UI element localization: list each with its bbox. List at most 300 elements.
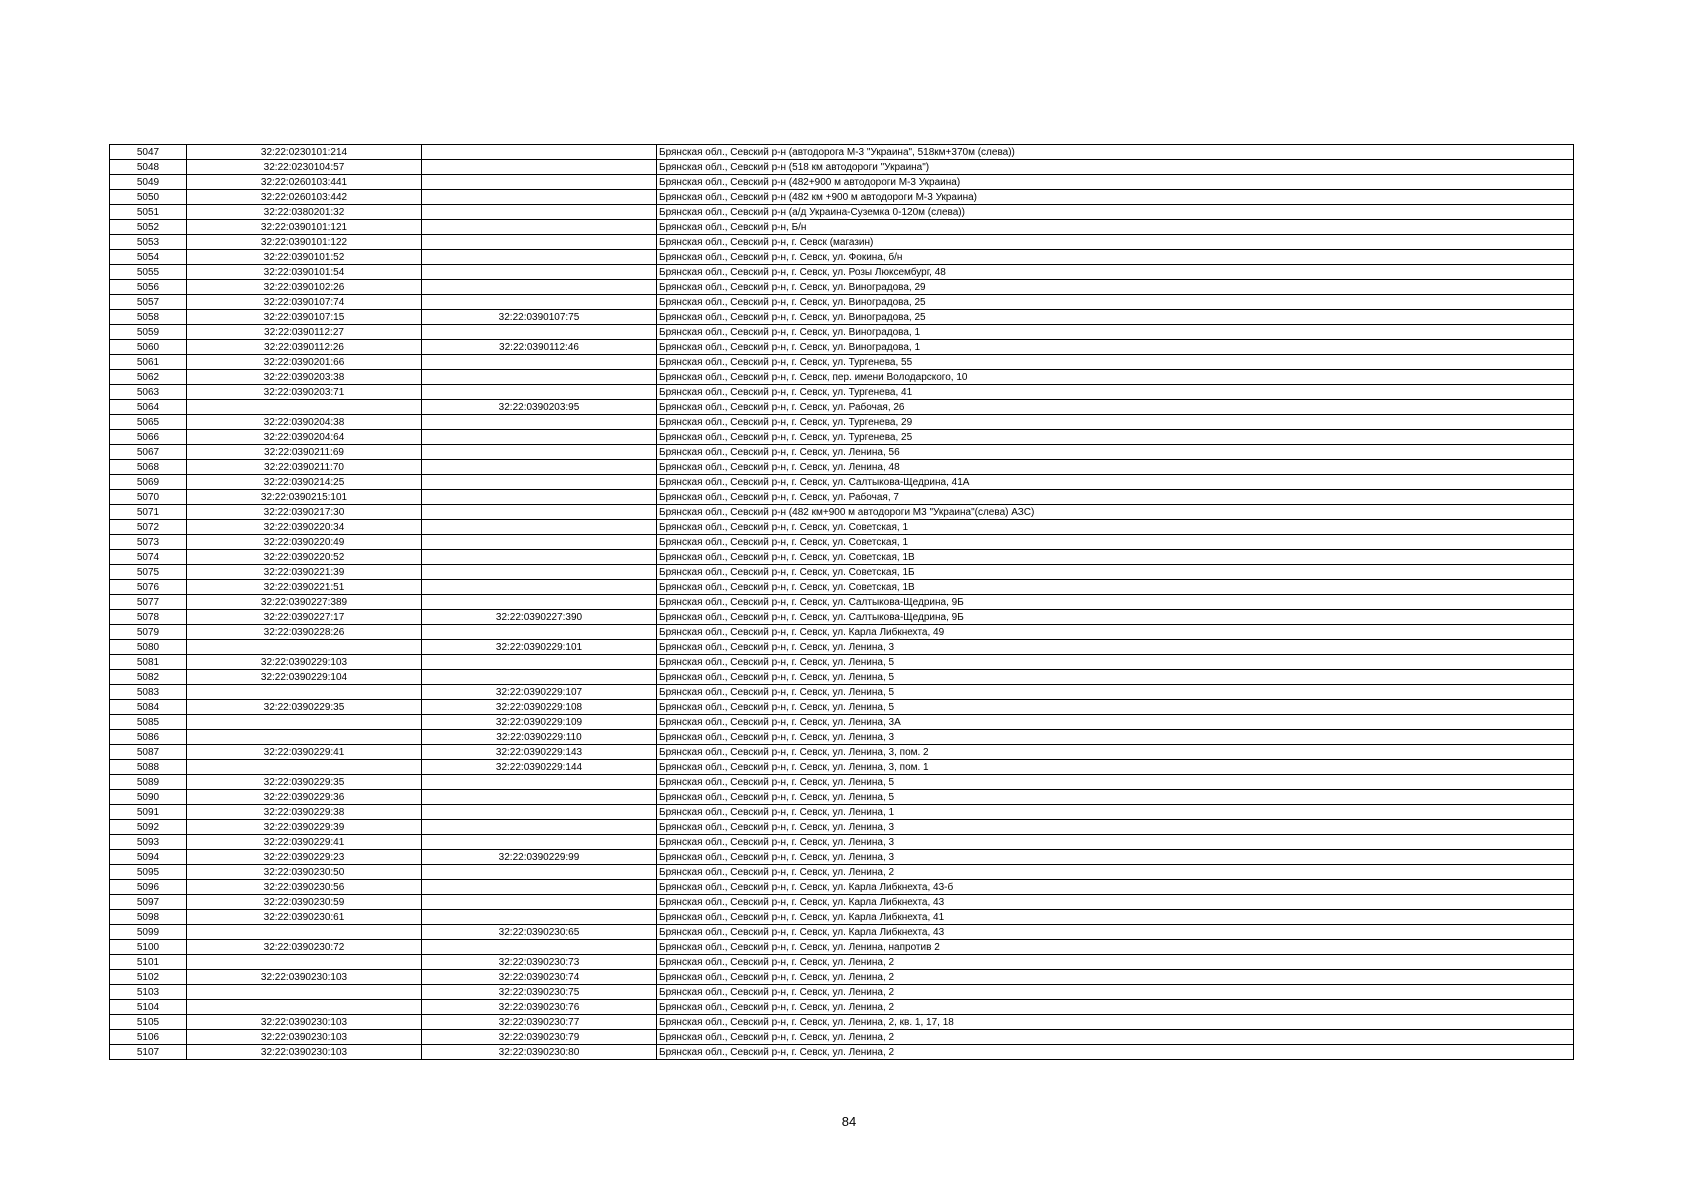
row-number-cell: 5059 (110, 325, 187, 340)
related-cadastral-number-cell (422, 280, 657, 295)
related-cadastral-number-cell: 32:22:0390107:75 (422, 310, 657, 325)
cadastral-number-cell: 32:22:0390101:52 (187, 250, 422, 265)
row-number-cell: 5055 (110, 265, 187, 280)
cadastral-number-cell: 32:22:0390228:26 (187, 625, 422, 640)
address-cell: Брянская обл., Севский р-н (автодорога М-3 "Украина", 518км+370м (слева)) (657, 145, 1574, 160)
table-row (110, 970, 1574, 985)
row-number-cell: 5058 (110, 310, 187, 325)
related-cadastral-number-cell (422, 145, 657, 160)
row-number-cell: 5101 (110, 955, 187, 970)
cadastral-number-cell: 32:22:0390201:66 (187, 355, 422, 370)
table-row (110, 535, 1574, 550)
related-cadastral-number-cell: 32:22:0390229:109 (422, 715, 657, 730)
table-row (110, 295, 1574, 310)
table-row (110, 805, 1574, 820)
table-row (110, 370, 1574, 385)
table-row (110, 775, 1574, 790)
cadastral-number-cell: 32:22:0390229:39 (187, 820, 422, 835)
row-number-cell: 5072 (110, 520, 187, 535)
address-cell: Брянская обл., Севский р-н, г. Севск, ул. Ленина, 5 (657, 775, 1574, 790)
table-row (110, 430, 1574, 445)
row-number-cell: 5083 (110, 685, 187, 700)
row-number-cell: 5047 (110, 145, 187, 160)
row-number-cell: 5069 (110, 475, 187, 490)
row-number-cell: 5065 (110, 415, 187, 430)
related-cadastral-number-cell (422, 940, 657, 955)
row-number-cell: 5093 (110, 835, 187, 850)
cadastral-number-cell: 32:22:0390230:72 (187, 940, 422, 955)
cadastral-number-cell: 32:22:0390112:26 (187, 340, 422, 355)
address-cell: Брянская обл., Севский р-н, г. Севск (магазин) (657, 235, 1574, 250)
table-row (110, 220, 1574, 235)
related-cadastral-number-cell (422, 445, 657, 460)
related-cadastral-number-cell (422, 370, 657, 385)
related-cadastral-number-cell: 32:22:0390230:73 (422, 955, 657, 970)
cadastral-number-cell (187, 640, 422, 655)
address-cell: Брянская обл., Севский р-н, г. Севск, ул. Ленина, 48 (657, 460, 1574, 475)
cadastral-number-cell: 32:22:0230104:57 (187, 160, 422, 175)
table-row (110, 670, 1574, 685)
address-cell: Брянская обл., Севский р-н, Б/н (657, 220, 1574, 235)
table-row (110, 655, 1574, 670)
table-row (110, 385, 1574, 400)
address-cell: Брянская обл., Севский р-н, г. Севск, пер. имени Володарского, 10 (657, 370, 1574, 385)
related-cadastral-number-cell: 32:22:0390112:46 (422, 340, 657, 355)
table-row (110, 355, 1574, 370)
cadastral-number-cell: 32:22:0390220:49 (187, 535, 422, 550)
row-number-cell: 5049 (110, 175, 187, 190)
row-number-cell: 5070 (110, 490, 187, 505)
related-cadastral-number-cell (422, 865, 657, 880)
page-number: 84 (841, 1114, 857, 1129)
related-cadastral-number-cell (422, 835, 657, 850)
cadastral-number-cell: 32:22:0390220:52 (187, 550, 422, 565)
table-row (110, 310, 1574, 325)
address-cell: Брянская обл., Севский р-н, г. Севск, ул. Ленина, 2 (657, 955, 1574, 970)
row-number-cell: 5051 (110, 205, 187, 220)
address-cell: Брянская обл., Севский р-н, г. Севск, ул. Ленина, 3 (657, 850, 1574, 865)
table-row (110, 625, 1574, 640)
table-row (110, 265, 1574, 280)
related-cadastral-number-cell: 32:22:0390227:390 (422, 610, 657, 625)
related-cadastral-number-cell (422, 250, 657, 265)
address-cell: Брянская обл., Севский р-н (а/д Украина-Суземка 0-120м (слева)) (657, 205, 1574, 220)
cadastral-number-cell: 32:22:0390220:34 (187, 520, 422, 535)
row-number-cell: 5092 (110, 820, 187, 835)
table-row (110, 460, 1574, 475)
related-cadastral-number-cell: 32:22:0390230:76 (422, 1000, 657, 1015)
table-row (110, 1045, 1574, 1060)
table-row (110, 190, 1574, 205)
row-number-cell: 5052 (110, 220, 187, 235)
address-cell: Брянская обл., Севский р-н, г. Севск, ул. Фокина, б/н (657, 250, 1574, 265)
table-row (110, 565, 1574, 580)
address-cell: Брянская обл., Севский р-н (482+900 м автодороги М-3 Украина) (657, 175, 1574, 190)
address-cell: Брянская обл., Севский р-н, г. Севск, ул. Ленина, напротив 2 (657, 940, 1574, 955)
related-cadastral-number-cell: 32:22:0390230:65 (422, 925, 657, 940)
related-cadastral-number-cell (422, 265, 657, 280)
table-row (110, 955, 1574, 970)
row-number-cell: 5056 (110, 280, 187, 295)
row-number-cell: 5078 (110, 610, 187, 625)
address-cell: Брянская обл., Севский р-н, г. Севск, ул. Розы Люксембург, 48 (657, 265, 1574, 280)
address-cell: Брянская обл., Севский р-н, г. Севск, ул. Советская, 1Б (657, 565, 1574, 580)
related-cadastral-number-cell (422, 460, 657, 475)
cadastral-number-cell: 32:22:0390229:23 (187, 850, 422, 865)
table-row (110, 640, 1574, 655)
table-row (110, 235, 1574, 250)
row-number-cell: 5080 (110, 640, 187, 655)
row-number-cell: 5085 (110, 715, 187, 730)
cadastral-number-cell: 32:22:0390229:36 (187, 790, 422, 805)
table-row (110, 820, 1574, 835)
row-number-cell: 5107 (110, 1045, 187, 1060)
address-cell: Брянская обл., Севский р-н, г. Севск, ул. Тургенева, 55 (657, 355, 1574, 370)
address-cell: Брянская обл., Севский р-н, г. Севск, ул. Виноградова, 1 (657, 325, 1574, 340)
address-cell: Брянская обл., Севский р-н, г. Севск, ул. Ленина, 2 (657, 1030, 1574, 1045)
related-cadastral-number-cell (422, 880, 657, 895)
table-row (110, 685, 1574, 700)
cadastral-number-cell (187, 985, 422, 1000)
table-row (110, 340, 1574, 355)
cadastral-number-cell: 32:22:0390230:50 (187, 865, 422, 880)
row-number-cell: 5068 (110, 460, 187, 475)
cadastral-number-cell: 32:22:0390230:103 (187, 970, 422, 985)
table-row (110, 475, 1574, 490)
address-cell: Брянская обл., Севский р-н, г. Севск, ул. Карла Либкнехта, 41 (657, 910, 1574, 925)
row-number-cell: 5064 (110, 400, 187, 415)
table-row (110, 925, 1574, 940)
address-cell: Брянская обл., Севский р-н, г. Севск, ул. Тургенева, 25 (657, 430, 1574, 445)
cadastral-number-cell: 32:22:0390204:64 (187, 430, 422, 445)
row-number-cell: 5062 (110, 370, 187, 385)
address-cell: Брянская обл., Севский р-н, г. Севск, ул. Ленина, 2 (657, 970, 1574, 985)
address-cell: Брянская обл., Севский р-н, г. Севск, ул. Ленина, 3 (657, 820, 1574, 835)
table-row (110, 700, 1574, 715)
address-cell: Брянская обл., Севский р-н, г. Севск, ул. Салтыкова-Щедрина, 9Б (657, 595, 1574, 610)
cadastral-number-cell (187, 685, 422, 700)
address-cell: Брянская обл., Севский р-н, г. Севск, ул. Виноградова, 25 (657, 310, 1574, 325)
address-cell: Брянская обл., Севский р-н, г. Севск, ул. Виноградова, 29 (657, 280, 1574, 295)
cadastral-number-cell: 32:22:0390101:121 (187, 220, 422, 235)
cadastral-number-cell: 32:22:0390221:51 (187, 580, 422, 595)
address-cell: Брянская обл., Севский р-н, г. Севск, ул. Ленина, 5 (657, 685, 1574, 700)
address-cell: Брянская обл., Севский р-н, г. Севск, ул. Ленина, 2 (657, 1045, 1574, 1060)
related-cadastral-number-cell (422, 895, 657, 910)
table-row (110, 790, 1574, 805)
table-row (110, 595, 1574, 610)
address-cell: Брянская обл., Севский р-н, г. Севск, ул. Ленина, 5 (657, 700, 1574, 715)
cadastral-number-cell: 32:22:0390203:71 (187, 385, 422, 400)
address-cell: Брянская обл., Севский р-н, г. Севск, ул. Тургенева, 41 (657, 385, 1574, 400)
related-cadastral-number-cell (422, 475, 657, 490)
address-cell: Брянская обл., Севский р-н (482 км+900 м автодороги М3 "Украина"(слева) АЗС) (657, 505, 1574, 520)
related-cadastral-number-cell (422, 160, 657, 175)
table-row (110, 985, 1574, 1000)
cadastral-number-cell: 32:22:0390229:35 (187, 700, 422, 715)
table-row (110, 145, 1574, 160)
cadastral-number-cell: 32:22:0390230:61 (187, 910, 422, 925)
row-number-cell: 5104 (110, 1000, 187, 1015)
related-cadastral-number-cell (422, 580, 657, 595)
row-number-cell: 5100 (110, 940, 187, 955)
related-cadastral-number-cell: 32:22:0390229:143 (422, 745, 657, 760)
address-cell: Брянская обл., Севский р-н, г. Севск, ул. Ленина, 1 (657, 805, 1574, 820)
related-cadastral-number-cell (422, 520, 657, 535)
address-cell: Брянская обл., Севский р-н, г. Севск, ул. Ленина, 56 (657, 445, 1574, 460)
related-cadastral-number-cell (422, 775, 657, 790)
related-cadastral-number-cell (422, 385, 657, 400)
table-row (110, 250, 1574, 265)
address-cell: Брянская обл., Севский р-н, г. Севск, ул. Ленина, 2 (657, 865, 1574, 880)
address-cell: Брянская обл., Севский р-н (482 км +900 м автодороги М-3 Украина) (657, 190, 1574, 205)
row-number-cell: 5048 (110, 160, 187, 175)
address-cell: Брянская обл., Севский р-н, г. Севск, ул. Советская, 1 (657, 535, 1574, 550)
address-cell: Брянская обл., Севский р-н, г. Севск, ул. Ленина, 2 (657, 985, 1574, 1000)
row-number-cell: 5089 (110, 775, 187, 790)
address-cell: Брянская обл., Севский р-н, г. Севск, ул. Ленина, 3 (657, 640, 1574, 655)
table-row (110, 835, 1574, 850)
related-cadastral-number-cell (422, 295, 657, 310)
row-number-cell: 5076 (110, 580, 187, 595)
cadastral-number-cell: 32:22:0390107:74 (187, 295, 422, 310)
address-cell: Брянская обл., Севский р-н, г. Севск, ул. Виноградова, 25 (657, 295, 1574, 310)
related-cadastral-number-cell: 32:22:0390230:77 (422, 1015, 657, 1030)
table-row (110, 895, 1574, 910)
cadastral-number-cell: 32:22:0390204:38 (187, 415, 422, 430)
related-cadastral-number-cell (422, 355, 657, 370)
cadastral-number-cell: 32:22:0390203:38 (187, 370, 422, 385)
related-cadastral-number-cell (422, 430, 657, 445)
cadastral-number-cell (187, 715, 422, 730)
row-number-cell: 5050 (110, 190, 187, 205)
table-row (110, 1000, 1574, 1015)
cadastral-number-cell: 32:22:0260103:441 (187, 175, 422, 190)
related-cadastral-number-cell (422, 505, 657, 520)
cadastral-number-cell: 32:22:0390217:30 (187, 505, 422, 520)
row-number-cell: 5053 (110, 235, 187, 250)
address-cell: Брянская обл., Севский р-н, г. Севск, ул. Советская, 1 (657, 520, 1574, 535)
related-cadastral-number-cell (422, 805, 657, 820)
row-number-cell: 5094 (110, 850, 187, 865)
table-row (110, 850, 1574, 865)
table-row (110, 505, 1574, 520)
row-number-cell: 5077 (110, 595, 187, 610)
address-cell: Брянская обл., Севский р-н, г. Севск, ул. Ленина, 2, кв. 1, 17, 18 (657, 1015, 1574, 1030)
row-number-cell: 5086 (110, 730, 187, 745)
row-number-cell: 5097 (110, 895, 187, 910)
related-cadastral-number-cell (422, 655, 657, 670)
row-number-cell: 5057 (110, 295, 187, 310)
cadastral-number-cell: 32:22:0390101:54 (187, 265, 422, 280)
address-cell: Брянская обл., Севский р-н, г. Севск, ул. Ленина, 3, пом. 2 (657, 745, 1574, 760)
table-row (110, 400, 1574, 415)
address-cell: Брянская обл., Севский р-н, г. Севск, ул. Карла Либкнехта, 43-б (657, 880, 1574, 895)
cadastral-number-cell (187, 1000, 422, 1015)
related-cadastral-number-cell (422, 235, 657, 250)
cadastral-number-cell: 32:22:0390214:25 (187, 475, 422, 490)
related-cadastral-number-cell: 32:22:0390229:101 (422, 640, 657, 655)
row-number-cell: 5074 (110, 550, 187, 565)
address-cell: Брянская обл., Севский р-н, г. Севск, ул. Виноградова, 1 (657, 340, 1574, 355)
cadastral-number-cell: 32:22:0260103:442 (187, 190, 422, 205)
related-cadastral-number-cell (422, 625, 657, 640)
related-cadastral-number-cell: 32:22:0390230:75 (422, 985, 657, 1000)
row-number-cell: 5079 (110, 625, 187, 640)
address-cell: Брянская обл., Севский р-н, г. Севск, ул. Советская, 1В (657, 550, 1574, 565)
table-row (110, 1030, 1574, 1045)
related-cadastral-number-cell (422, 910, 657, 925)
address-cell: Брянская обл., Севский р-н, г. Севск, ул. Ленина, 2 (657, 1000, 1574, 1015)
related-cadastral-number-cell: 32:22:0390229:110 (422, 730, 657, 745)
row-number-cell: 5067 (110, 445, 187, 460)
row-number-cell: 5060 (110, 340, 187, 355)
row-number-cell: 5084 (110, 700, 187, 715)
row-number-cell: 5088 (110, 760, 187, 775)
related-cadastral-number-cell (422, 820, 657, 835)
table-row (110, 325, 1574, 340)
address-cell: Брянская обл., Севский р-н, г. Севск, ул. Тургенева, 29 (657, 415, 1574, 430)
row-number-cell: 5106 (110, 1030, 187, 1045)
row-number-cell: 5061 (110, 355, 187, 370)
address-cell: Брянская обл., Севский р-н, г. Севск, ул. Ленина, 3 (657, 730, 1574, 745)
related-cadastral-number-cell: 32:22:0390229:107 (422, 685, 657, 700)
table-row (110, 160, 1574, 175)
cadastral-number-cell: 32:22:0390229:103 (187, 655, 422, 670)
related-cadastral-number-cell (422, 565, 657, 580)
address-cell: Брянская обл., Севский р-н, г. Севск, ул. Ленина, 5 (657, 655, 1574, 670)
cadastral-number-cell: 32:22:0390229:41 (187, 745, 422, 760)
cadastral-number-cell: 32:22:0390230:103 (187, 1015, 422, 1030)
table-row (110, 205, 1574, 220)
table-row (110, 715, 1574, 730)
related-cadastral-number-cell (422, 595, 657, 610)
row-number-cell: 5098 (110, 910, 187, 925)
related-cadastral-number-cell (422, 325, 657, 340)
related-cadastral-number-cell: 32:22:0390229:108 (422, 700, 657, 715)
address-cell: Брянская обл., Севский р-н, г. Севск, ул. Ленина, 5 (657, 670, 1574, 685)
cadastral-number-cell: 32:22:0390211:70 (187, 460, 422, 475)
row-number-cell: 5081 (110, 655, 187, 670)
cadastral-number-cell: 32:22:0390107:15 (187, 310, 422, 325)
cadastral-number-cell: 32:22:0390227:389 (187, 595, 422, 610)
cadastral-number-cell: 32:22:0390230:59 (187, 895, 422, 910)
table-row (110, 580, 1574, 595)
address-cell: Брянская обл., Севский р-н, г. Севск, ул. Рабочая, 7 (657, 490, 1574, 505)
row-number-cell: 5105 (110, 1015, 187, 1030)
row-number-cell: 5066 (110, 430, 187, 445)
cadastral-number-cell: 32:22:0390215:101 (187, 490, 422, 505)
cadastral-number-cell: 32:22:0230101:214 (187, 145, 422, 160)
table-row (110, 745, 1574, 760)
related-cadastral-number-cell (422, 490, 657, 505)
cadastral-number-cell: 32:22:0390221:39 (187, 565, 422, 580)
cadastral-number-cell: 32:22:0390229:41 (187, 835, 422, 850)
table-row (110, 445, 1574, 460)
table-row (110, 880, 1574, 895)
row-number-cell: 5082 (110, 670, 187, 685)
address-cell: Брянская обл., Севский р-н, г. Севск, ул. Карла Либкнехта, 43 (657, 925, 1574, 940)
cadastral-number-cell: 32:22:0380201:32 (187, 205, 422, 220)
row-number-cell: 5103 (110, 985, 187, 1000)
cadastral-number-cell (187, 760, 422, 775)
related-cadastral-number-cell (422, 190, 657, 205)
related-cadastral-number-cell: 32:22:0390230:79 (422, 1030, 657, 1045)
related-cadastral-number-cell (422, 670, 657, 685)
address-cell: Брянская обл., Севский р-н, г. Севск, ул. Карла Либкнехта, 49 (657, 625, 1574, 640)
related-cadastral-number-cell: 32:22:0390203:95 (422, 400, 657, 415)
table-row (110, 280, 1574, 295)
address-cell: Брянская обл., Севский р-н, г. Севск, ул. Ленина, 3, пом. 1 (657, 760, 1574, 775)
table-row (110, 910, 1574, 925)
row-number-cell: 5087 (110, 745, 187, 760)
row-number-cell: 5054 (110, 250, 187, 265)
table-row (110, 940, 1574, 955)
address-cell: Брянская обл., Севский р-н, г. Севск, ул. Советская, 1В (657, 580, 1574, 595)
cadastral-number-cell (187, 730, 422, 745)
table-row (110, 550, 1574, 565)
row-number-cell: 5099 (110, 925, 187, 940)
table-row (110, 520, 1574, 535)
cadastral-number-cell: 32:22:0390227:17 (187, 610, 422, 625)
related-cadastral-number-cell (422, 535, 657, 550)
table-row (110, 610, 1574, 625)
cadastral-table (109, 144, 1574, 1060)
address-cell: Брянская обл., Севский р-н, г. Севск, ул. Ленина, 5 (657, 790, 1574, 805)
related-cadastral-number-cell (422, 415, 657, 430)
related-cadastral-number-cell: 32:22:0390230:80 (422, 1045, 657, 1060)
cadastral-number-cell (187, 400, 422, 415)
row-number-cell: 5096 (110, 880, 187, 895)
row-number-cell: 5073 (110, 535, 187, 550)
address-cell: Брянская обл., Севский р-н, г. Севск, ул. Ленина, 3А (657, 715, 1574, 730)
related-cadastral-number-cell (422, 550, 657, 565)
address-cell: Брянская обл., Севский р-н (518 км автодороги "Украина") (657, 160, 1574, 175)
row-number-cell: 5090 (110, 790, 187, 805)
row-number-cell: 5063 (110, 385, 187, 400)
address-cell: Брянская обл., Севский р-н, г. Севск, ул. Ленина, 3 (657, 835, 1574, 850)
address-cell: Брянская обл., Севский р-н, г. Севск, ул. Карла Либкнехта, 43 (657, 895, 1574, 910)
row-number-cell: 5095 (110, 865, 187, 880)
table-row (110, 490, 1574, 505)
cadastral-number-cell: 32:22:0390230:56 (187, 880, 422, 895)
row-number-cell: 5091 (110, 805, 187, 820)
related-cadastral-number-cell (422, 790, 657, 805)
table-row (110, 760, 1574, 775)
row-number-cell: 5071 (110, 505, 187, 520)
address-cell: Брянская обл., Севский р-н, г. Севск, ул. Салтыкова-Щедрина, 9Б (657, 610, 1574, 625)
address-cell: Брянская обл., Севский р-н, г. Севск, ул. Рабочая, 26 (657, 400, 1574, 415)
cadastral-number-cell (187, 925, 422, 940)
cadastral-number-cell (187, 955, 422, 970)
related-cadastral-number-cell: 32:22:0390230:74 (422, 970, 657, 985)
cadastral-number-cell: 32:22:0390229:104 (187, 670, 422, 685)
related-cadastral-number-cell (422, 175, 657, 190)
related-cadastral-number-cell (422, 205, 657, 220)
related-cadastral-number-cell: 32:22:0390229:99 (422, 850, 657, 865)
table-row (110, 1015, 1574, 1030)
cadastral-number-cell: 32:22:0390102:26 (187, 280, 422, 295)
table-row (110, 865, 1574, 880)
related-cadastral-number-cell: 32:22:0390229:144 (422, 760, 657, 775)
cadastral-number-cell: 32:22:0390229:38 (187, 805, 422, 820)
table-body (110, 145, 1574, 1060)
related-cadastral-number-cell (422, 220, 657, 235)
cadastral-number-cell: 32:22:0390211:69 (187, 445, 422, 460)
cadastral-number-cell: 32:22:0390230:103 (187, 1045, 422, 1060)
address-cell: Брянская обл., Севский р-н, г. Севск, ул. Салтыкова-Щедрина, 41А (657, 475, 1574, 490)
cadastral-number-cell: 32:22:0390229:35 (187, 775, 422, 790)
